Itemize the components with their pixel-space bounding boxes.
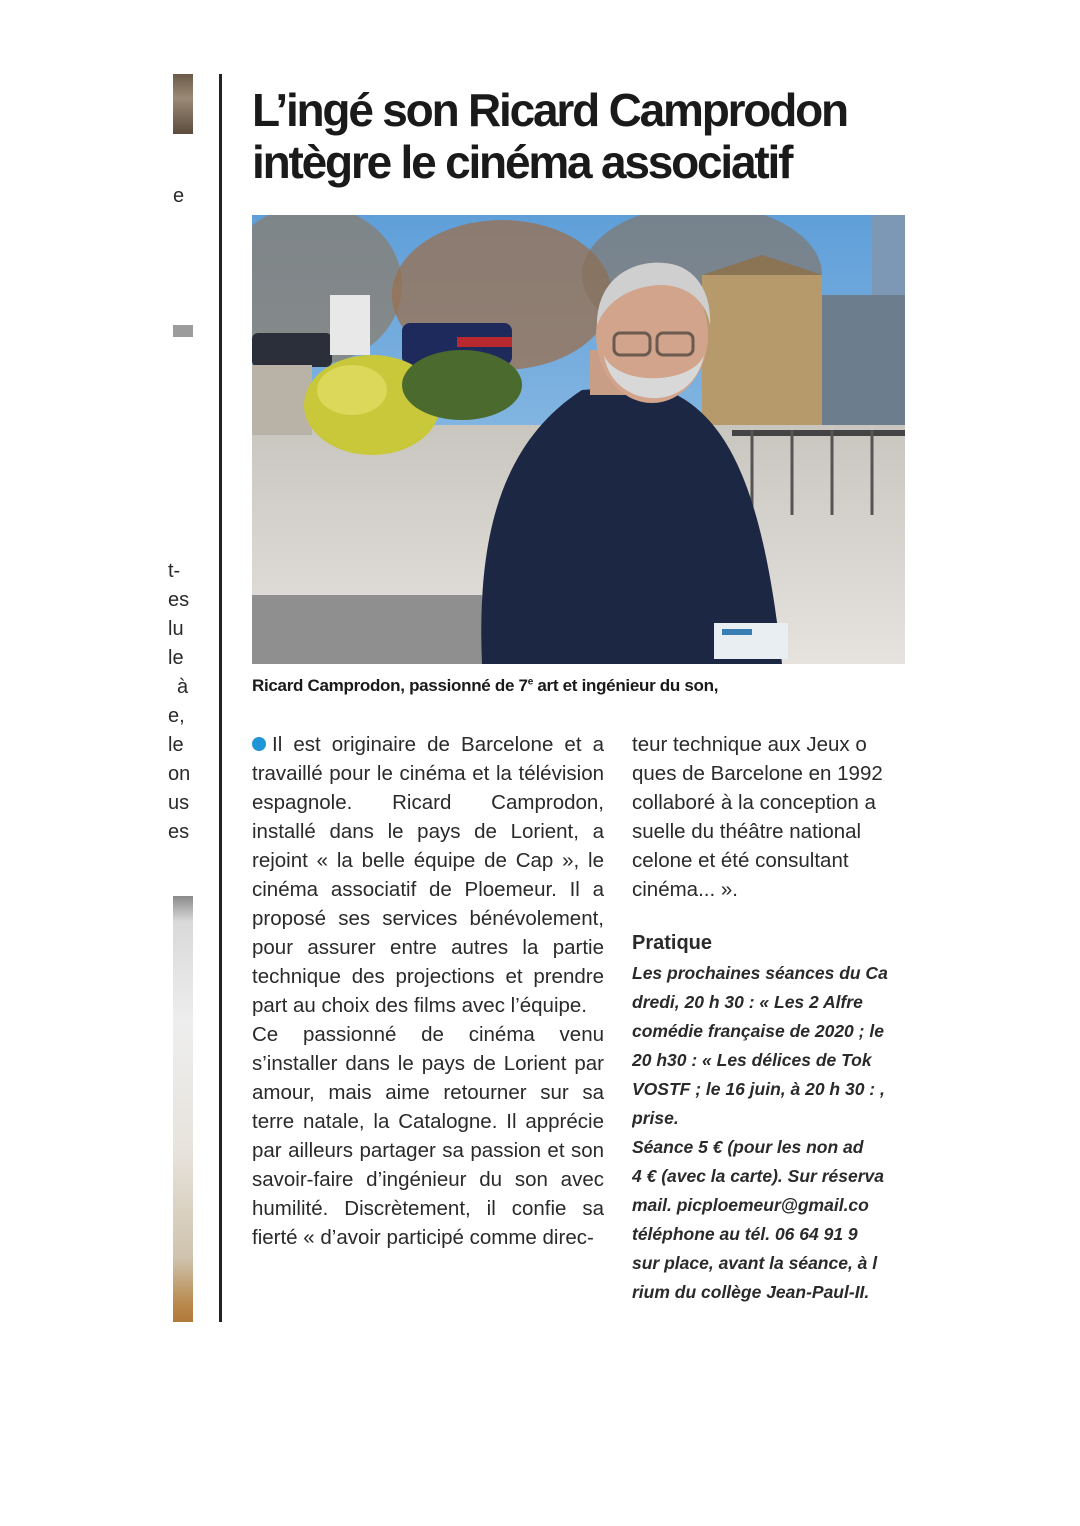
headline-line-2: intègre le cinéma associatif [252, 136, 792, 188]
body-paragraph-1-text: Il est originaire de Barcelone et a travaillé pour le cinéma et la télévision espagnole. Ricard Camprodon, installé dans le pays de Lorient, a rejoint « la belle équipe de Cap », le cinéma associatif de Ploemeur. Il a proposé ses services bénévolement, pour assurer entre autres la partie technique des projections et prendre part au choix des films avec l’équipe. [252, 733, 604, 1017]
pratique-line: VOSTF ; le 16 juin, à 20 h 30 : , [632, 1079, 885, 1099]
body-paragraph-2: Ce passionné de cinéma venu s’installer dans le pays de Lorient par amour, mais aime retourner sur sa terre natale, la Catalogne. Il apprécie par ailleurs partager sa passion et son savoir-faire d’ingénieur du son avec humilité. Discrètement, il confie sa fierté « d’avoir participé comme direc- [252, 1023, 604, 1249]
adjacent-photo-bottom [173, 896, 193, 1322]
pratique-line: comédie française de 2020 ; le [632, 1021, 884, 1041]
photo-caption [252, 676, 912, 696]
pratique-line: rium du collège Jean-Paul-II. [632, 1282, 870, 1302]
left-fragment: e [173, 185, 185, 207]
left-fragment: us [168, 792, 190, 814]
pratique-line: Séance 5 € (pour les non ad [632, 1137, 864, 1157]
caption-text-start: Ricard Camprodon, passionné de 7 [252, 676, 528, 695]
left-fragment: e, [168, 705, 185, 727]
adjacent-grey-bar [173, 325, 193, 337]
pratique-line: mail. picploemeur@gmail.co [632, 1195, 869, 1215]
left-fragment: es [168, 589, 190, 611]
left-fragment: es [168, 821, 190, 843]
pratique-line: Les prochaines séances du Ca [632, 963, 888, 983]
article-body-column-2 [632, 730, 905, 1307]
article-body-column-1 [252, 730, 604, 1252]
column-rule [219, 74, 222, 1322]
left-fragment: lu [168, 618, 184, 640]
portrait-photo-illustration [252, 215, 905, 664]
pratique-line: prise. [632, 1108, 679, 1128]
left-fragment: t- [168, 560, 181, 582]
article-headline [252, 84, 902, 188]
caption-text-end: art et ingénieur du son, [532, 676, 719, 695]
left-fragment: le [168, 647, 184, 669]
column-2-line: teur technique aux Jeux o [632, 733, 867, 756]
headline-line-1: L’ingé son Ricard Camprodon [252, 84, 847, 136]
column-2-line: ques de Barcelone en 1992 [632, 762, 883, 785]
column-2-line: suelle du théâtre national [632, 820, 862, 843]
article-photo [252, 215, 905, 664]
adjacent-photo-top [173, 74, 193, 134]
pratique-heading: Pratique [632, 932, 713, 954]
pratique-line: dredi, 20 h 30 : « Les 2 Alfre [632, 992, 863, 1012]
pratique-line: 4 € (avec la carte). Sur réserva [632, 1166, 884, 1186]
body-paragraph-1 [252, 730, 604, 1020]
left-fragment: le [168, 734, 184, 756]
column-2-line: cinéma... ». [632, 878, 738, 901]
column-2-body [632, 730, 905, 904]
pratique-info [632, 959, 905, 1307]
column-2-line: celone et été consultant [632, 849, 849, 872]
bullet-icon [252, 737, 266, 751]
pratique-line: téléphone au tél. 06 64 91 9 [632, 1224, 858, 1244]
caption-superscript: e [527, 676, 533, 688]
pratique-line: sur place, avant la séance, à l [632, 1253, 878, 1273]
column-2-line: collaboré à la conception a [632, 791, 876, 814]
pratique-line: 20 h30 : « Les délices de Tok [632, 1050, 872, 1070]
left-fragment: à [177, 676, 189, 698]
left-fragment: on [168, 763, 191, 785]
